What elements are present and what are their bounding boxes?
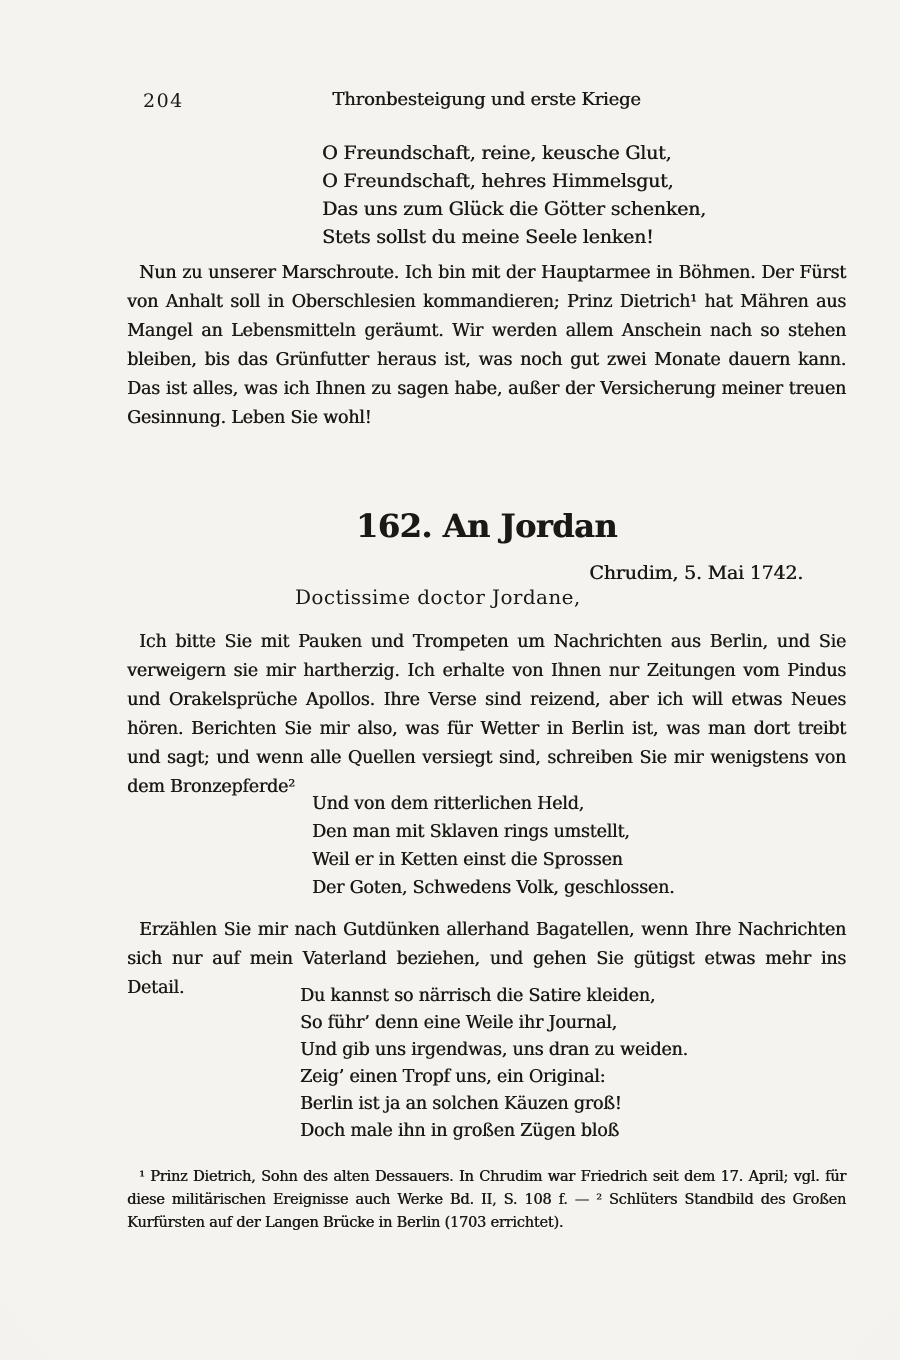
verse-stanza-bronzepferd (312, 790, 674, 902)
verse-line: Doch male ihn in großen Zügen bloß (300, 1121, 619, 1141)
body-line: Gesinnung. Leben Sie wohl! (127, 408, 372, 428)
footnote-line: ¹ Prinz Dietrich, Sohn des alten Dessauers. In Chrudim war Friedrich seit dem 17. April; vgl. für (139, 1169, 846, 1185)
verse-line: Zeig’ einen Tropf uns, ein Original: (300, 1067, 606, 1087)
footnote-block (127, 1166, 846, 1235)
verse-line: So führ’ denn eine Weile ihr Journal, (300, 1013, 617, 1033)
body-line: Erzählen Sie mir nach Gutdünken allerhand Bagatellen, wenn Ihre Nachrichten (139, 920, 846, 940)
footnote-line: diese militärischen Ereignisse auch Werke Bd. II, S. 108 f. — ² Schlüters Standbild des Großen (127, 1192, 846, 1208)
salutation: Doctissime doctor Jordane, (295, 585, 581, 609)
body-line: Ich bitte Sie mit Pauken und Trompeten um Nachrichten aus Berlin, und Sie (139, 632, 846, 652)
body-line: hören. Berichten Sie mir also, was für Wetter in Berlin ist, was man dort treibt (127, 719, 846, 739)
body-line: und sagt; und wenn alle Quellen versiegt sind, schreiben Sie mir wenigstens von (127, 748, 846, 768)
body-line: bleiben, bis das Grünfutter heraus ist, was noch gut zwei Monate dauern kann. (127, 350, 846, 370)
verse-line: Den man mit Sklaven rings umstellt, (312, 822, 630, 842)
body-line: verweigern sie mir hartherzig. Ich erhalte von Ihnen nur Zeitungen vom Pindus (127, 661, 846, 681)
poem-stanza (322, 139, 706, 251)
footnote-line: Kurfürsten auf der Langen Brücke in Berlin (1703 errichtet). (127, 1215, 564, 1231)
body-line: Mangel an Lebensmitteln geräumt. Wir werden allem Anschein nach so stehen (127, 321, 846, 341)
letter-heading: 162. An Jordan (355, 507, 618, 545)
verse-stanza-satire (300, 983, 688, 1145)
poem-line: O Freundschaft, hehres Himmelsgut, (322, 170, 674, 192)
verse-line: Und von dem ritterlichen Held, (312, 794, 584, 814)
dateline: Chrudim, 5. Mai 1742. (589, 562, 803, 584)
body-line: Nun zu unserer Marschroute. Ich bin mit der Hauptarmee in Böhmen. Der Fürst (139, 263, 846, 283)
paragraph-pauken-trompeten (127, 628, 846, 802)
verse-line: Du kannst so närrisch die Satire kleiden, (300, 986, 656, 1006)
body-line: sich nur auf mein Vaterland beziehen, und gehen Sie gütigst etwas mehr ins Detail. (127, 949, 846, 998)
body-line: und Orakelsprüche Apollos. Ihre Verse sind reizend, aber ich will etwas Neues (127, 690, 846, 710)
poem-line: Stets sollst du meine Seele lenken! (322, 226, 654, 248)
body-line: von Anhalt soll in Oberschlesien kommandieren; Prinz Dietrich¹ hat Mähren aus (127, 292, 846, 312)
body-line: dem Bronzepferde² (127, 777, 295, 797)
verse-line: Der Goten, Schwedens Volk, geschlossen. (312, 878, 675, 898)
verse-line: Berlin ist ja an solchen Käuzen groß! (300, 1094, 622, 1114)
paragraph-marschroute (127, 259, 846, 433)
verse-line: Und gib uns irgendwas, uns dran zu weiden. (300, 1040, 688, 1060)
verse-line: Weil er in Ketten einst die Sprossen (312, 850, 623, 870)
running-header: Thronbesteigung und erste Kriege (332, 89, 641, 110)
page-number: 204 (143, 90, 184, 112)
poem-line: Das uns zum Glück die Götter schenken, (322, 198, 706, 220)
poem-line: O Freundschaft, reine, keusche Glut, (322, 142, 672, 164)
body-line: Das ist alles, was ich Ihnen zu sagen habe, außer der Versicherung meiner treuen (127, 379, 846, 399)
